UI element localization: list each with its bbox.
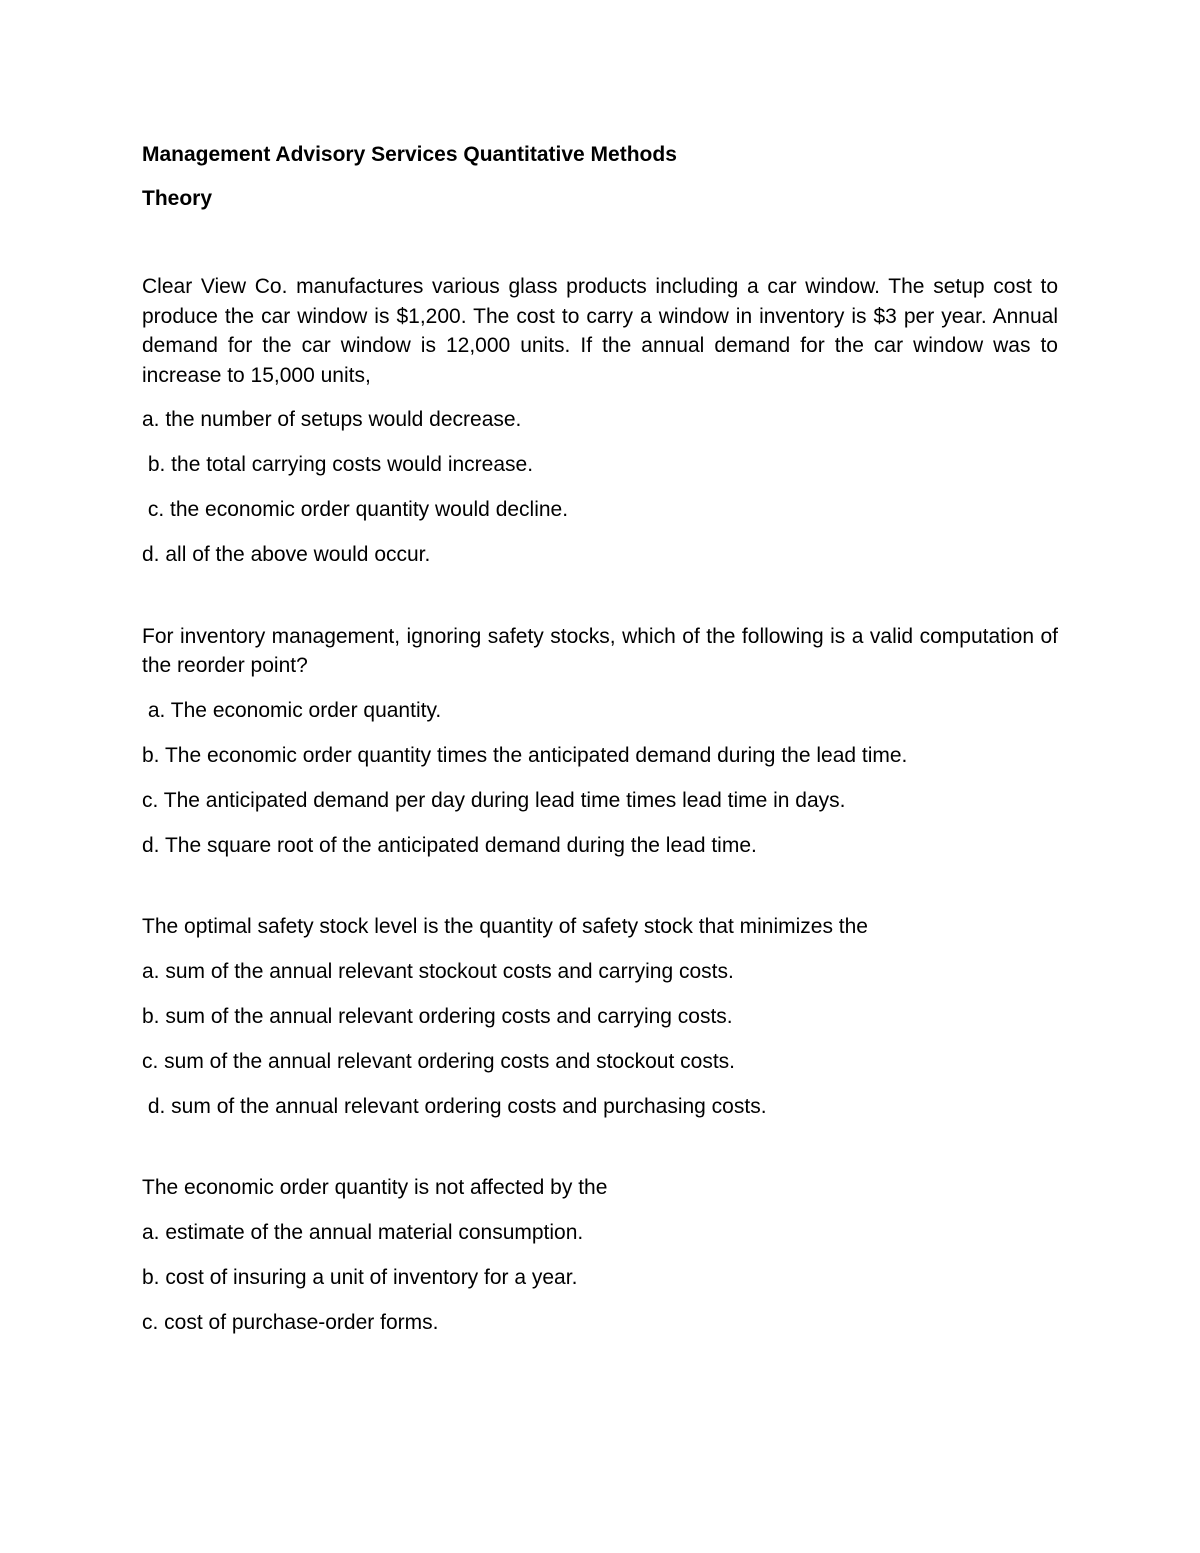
answer-option-d: d. all of the above would occur. (142, 543, 431, 566)
question-4 (142, 1173, 1058, 1337)
answer-option-c: c. cost of purchase-order forms. (142, 1310, 439, 1334)
answer-option-c: c. the economic order quantity would decline. (142, 498, 569, 521)
answer-option-a: a. The economic order quantity. (142, 698, 442, 722)
answer-option-b: b. The economic order quantity times the anticipated demand during the lead time. (142, 743, 908, 767)
document-page (142, 140, 1058, 1389)
answer-option-c: c. sum of the annual relevant ordering costs and stockout costs. (142, 1049, 735, 1073)
answer-option-a: a. estimate of the annual material consumption. (142, 1220, 584, 1244)
question-stem: Clear View Co. manufactures various glass products including a car window. The setup cost to produce the car window is $1,200. The cost to carry a window in inventory is $3 per year. Annual demand for the car window is 12,000 units. If the annual demand for the car window was to increase to 15,000 units, (142, 275, 1058, 387)
answer-option-b: b. cost of insuring a unit of inventory for a year. (142, 1265, 578, 1289)
question-3 (142, 912, 1058, 1121)
section-heading: Theory (142, 187, 213, 210)
question-1 (142, 272, 1058, 570)
question-stem: The optimal safety stock level is the quantity of safety stock that minimizes the (142, 915, 868, 938)
answer-option-d: d. The square root of the anticipated demand during the lead time. (142, 833, 757, 857)
question-stem: The economic order quantity is not affected by the (142, 1176, 608, 1199)
answer-option-c: c. The anticipated demand per day during lead time times lead time in days. (142, 788, 846, 812)
document-title: Management Advisory Services Quantitative Methods (142, 143, 677, 166)
answer-option-a: a. the number of setups would decrease. (142, 408, 522, 431)
answer-option-b: b. sum of the annual relevant ordering costs and carrying costs. (142, 1004, 733, 1028)
answer-option-a: a. sum of the annual relevant stockout costs and carrying costs. (142, 959, 734, 983)
question-stem: For inventory management, ignoring safety stocks, which of the following is a valid computation of the reorder point? (142, 624, 1058, 677)
answer-option-d: d. sum of the annual relevant ordering costs and purchasing costs. (142, 1094, 767, 1118)
answer-option-b: b. the total carrying costs would increase. (142, 453, 534, 476)
question-2 (142, 622, 1058, 861)
